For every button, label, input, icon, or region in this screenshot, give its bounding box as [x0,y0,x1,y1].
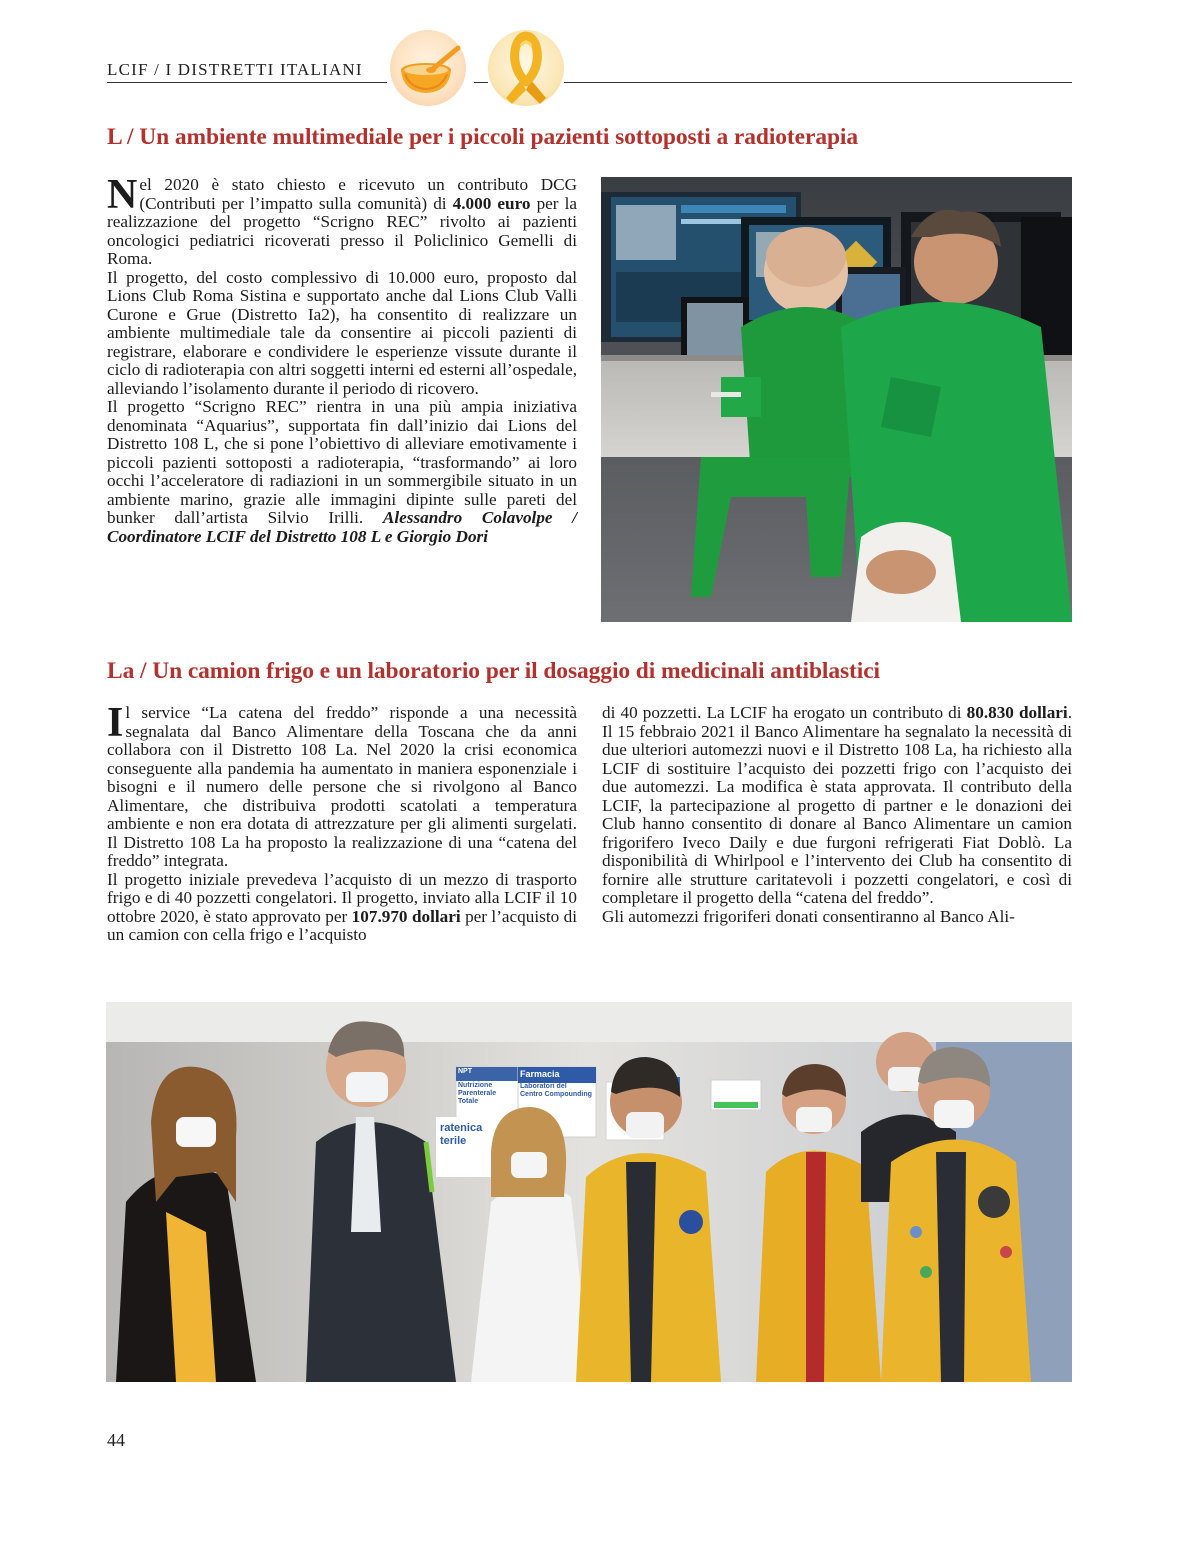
sign-farmacia [520,1069,596,1099]
article2-paragraph [107,871,577,945]
section-label: LCIF / I DISTRETTI ITALIANI [107,60,363,79]
sign-text: Parenterale [458,1090,497,1097]
article1-paragraph: Il progetto, del costo complessivo di 10.000 euro, proposto dal Lions Club Roma Sistina e supportato anche dal Lions Club Valli Curone e Grue (Distretto Ia2), ha consentito di realizzare un ambiente multimediale tale da consentire ai piccoli pazienti di registrare, elaborare e condividere le esperienze vissute durante il ciclo di radioterapia con altri soggetti interni ed esterni all’ospedale, alleviando l’isolamento durante il periodo di ricovero. [107,267,577,398]
photo-group-pharmacy [106,1002,1072,1382]
page-number: 44 [107,1430,125,1450]
text-run: l service “La catena del freddo” risponde a una necessità segnalata dal Banco Alimentare della Toscana che da anni collabora con il Distretto 108 La. Nel 2020 la crisi economica conseguente alla pandemia ha aumentato in maniera esponenziale i bisogni e il numero delle persone che si rivolgono al Banco Alimentare, che distribuiva prodotti scatolati a temperatura ambiente e non era dotata di attrezzature per gli alimenti surgelati. Il Distretto 108 La ha proposto la realizzazione di una “catena del freddo” integrata. [107,703,577,870]
sign-text: terile [440,1135,467,1147]
author-credit: Alessandro Colavolpe / Coordinatore LCIF del Distretto 108 L e Giorgio Dori [107,508,578,546]
sign-text: ratenica [440,1122,483,1134]
awareness-ribbon-icon [488,30,564,106]
sign-npt [458,1068,516,1106]
article2-paragraph: Gli automezzi frigoriferi donati consentiranno al Banco Ali- [602,906,1015,926]
article1-body [107,172,578,546]
sign-text: Laboratori del [520,1083,567,1090]
article1-paragraph [107,172,577,269]
header-rule-left [107,82,387,83]
article2-title: La / Un camion frigo e un laboratorio per il dosaggio di medicinali antiblastici [107,658,880,684]
sign-text: Totale [458,1098,479,1105]
sign-text: Nutrizione [458,1082,493,1089]
dropcap: I [107,700,124,746]
text-run: Il progetto “Scrigno REC” rientra in una più ampia iniziativa denominata “Aquarius”, supportata fin dall’inizio dai Lions del Distretto 108 L, che si pone l’obiettivo di alleviare emotivamente i piccoli pazienti sottoposti a radioterapia, “trasformando” ai loro occhi l’acceleratore di radiazioni in un sommergibile situato in un ambiente marino, grazie alle immagini dipinte sulle pareti del bunker dall’artista Silvio Irilli. [107,397,577,527]
article2-paragraph [107,700,577,871]
article2-column-left [107,700,577,945]
text-run: di 40 pozzetti. La LCIF ha erogato un contributo di [602,703,967,722]
article1-title: L / Un ambiente multimediale per i piccoli pazienti sottoposti a radioterapia [107,124,859,150]
dropcap: N [107,172,138,218]
text-run: per l’acquisto di un camion con cella frigo e l’acquisto [107,906,577,944]
sign-galenica [440,1122,510,1148]
header-rule-right [564,82,1072,83]
text-run: . Il 15 febbraio 2021 il Banco Alimentare ha segnalato la necessità di due ulteriori automezzi nuovi e il Distretto 108 La, ha richiesto alla LCIF di sostituire l’acquisto dei pozzetti frigo con l’acquisto dei due automezzi. La modifica è stata approvata. Il contributo della LCIF, la partecipazione al progetto di partner e le donazioni dei Club hanno consentito di donare al Banco Alimentare un camion frigorifero Iveco Daily e due furgoni refrigerati Fiat Doblò. La disponibilità di Whirlpool e l’intervento dei Club ha consentito di fornire alle strutture caritatevoli i pozzetti congelatori, e così di completare il progetto della “catena del freddo”. [602,703,1072,907]
text-run: Il progetto iniziale prevedeva l’acquisto di un mezzo di trasporto frigo e di 40 pozzetti congelatori. Il progetto, inviato alla LCIF il 10 ottobre 2020, è stato approvato per [107,869,577,926]
amount-bold: 107.970 dollari [351,906,461,926]
sign-text: Centro Compounding [520,1091,592,1098]
text-run: el 2020 è stato chiesto e ricevuto un contributo DCG (Contributi per l’impatto sulla comunità) di [139,175,577,213]
amount-bold: 80.830 dollari [966,703,1068,722]
article2-column-right [602,704,1072,926]
amount-bold: 4.000 euro [452,193,531,213]
header-rule-mid [474,82,488,83]
sign-text: NPT [458,1068,472,1075]
photo-radiotherapy-room [601,177,1072,622]
food-bowl-icon [390,30,466,106]
text-run: per la realizzazione del progetto “Scrigno REC” rivolto ai pazienti oncologici pediatrici ricoverati presso il Policlinico Gemelli di Roma. [107,193,577,268]
sign-text: Farmacia [520,1069,560,1079]
article1-paragraph [107,398,577,546]
article2-paragraph [602,704,1072,908]
